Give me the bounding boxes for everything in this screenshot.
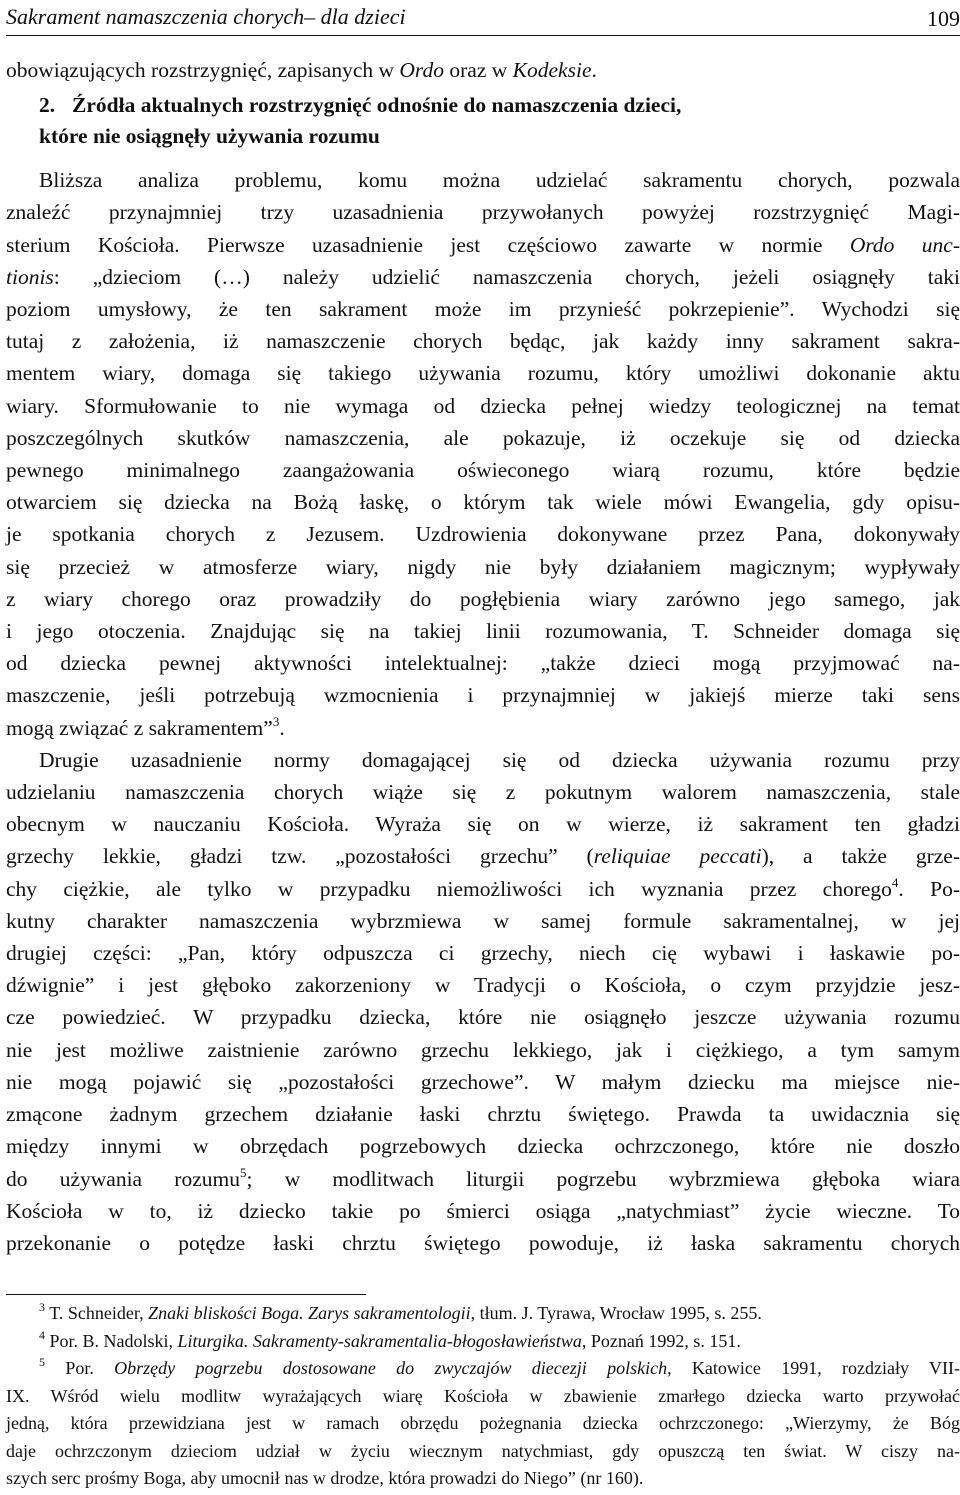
text-span: , Poznań 1992, s. 151. [581, 1330, 741, 1351]
text-line [6, 712, 960, 744]
italic-span: Kodeksie [512, 58, 592, 82]
text-line: przekonanie o potędze łaski chrztu świętego powoduje, iż łaska sakramentu chorych [6, 1230, 960, 1255]
text-line: od dziecka pewnej aktywności intelektualnej: „także dzieci mogą przyjmować na- [6, 651, 960, 676]
section-heading-line-1 [6, 90, 960, 121]
text-span: . [591, 58, 597, 82]
footnote-ref-3[interactable]: 3 [272, 713, 280, 729]
text-line [6, 229, 960, 261]
footnote-number: 5 [39, 1355, 45, 1369]
paragraph-1 [6, 164, 960, 744]
italic-span: tionis [6, 264, 54, 289]
text-line: zmącone żadnym grzechem działanie łaski chrztu świętego. Prawda ta uwidacznia się [6, 1102, 960, 1127]
text-span: Por. [65, 1358, 94, 1378]
footnote-rule [6, 1294, 366, 1295]
text-line [6, 840, 960, 872]
italic-span: Liturgika. Sakramenty-sakramentalia-błogosławieństwa [177, 1330, 582, 1351]
footnote-5-line: IX. Wśród wielu modlitw wyrażających wiarę Kościoła w zbawienie zmarłego dziecka warto przywołać [6, 1385, 960, 1406]
footnote-5-line: szych serc prośmy Boga, aby umocnił nas w drodze, która prowadzi do Niego” (nr 160). [6, 1468, 644, 1488]
text-span: sterium Kościoła. Pierwsze uzasadnienie jest częściowo zawarte w normie [6, 232, 823, 257]
paragraph-intro [6, 54, 960, 86]
text-line: je spotkania chorych z Jezusem. Uzdrowienia dokonywane przez Pana, dokonywały [6, 522, 960, 547]
footnote-ref-5[interactable]: 5 [240, 1164, 247, 1180]
text-span: . [279, 715, 285, 740]
text-line [6, 873, 960, 905]
text-line: udzielaniu namaszczenia chorych wiąże się z pokutnym walorem namaszczenia, stale [6, 780, 960, 805]
text-line: i jego otoczenia. Znajdując się na takiej linii rozumowania, T. Schneider domaga się [6, 619, 960, 644]
text-span: chy ciężkie, ale tylko w przypadku niemożliwości ich wyznania przez chorego [6, 876, 892, 901]
text-line: poziom umysłowy, że ten sakrament może im przynieść pokrzepienie”. Wychodzi się [6, 297, 960, 322]
footnote-ref-4[interactable]: 4 [891, 874, 899, 890]
header-rule [6, 35, 960, 36]
section-heading-line-2: które nie osiągnęły używania rozumu [39, 124, 380, 149]
text-line: drugiej części: „Pan, który odpuszcza ci grzechy, niech cię wybawi i łaskawie po- [6, 941, 960, 966]
text-line [6, 1163, 960, 1195]
running-head [6, 4, 960, 34]
text-line: obecnym w nauczaniu Kościoła. Wyraża się on w wierze, iż sakrament ten gładzi [6, 812, 960, 837]
text-span: do używania rozumu [6, 1166, 240, 1191]
running-head-title: Sakrament namaszczenia chorych– dla dzieci [6, 4, 406, 29]
text-span: obowiązujących rozstrzygnięć, zapisanych w [6, 58, 395, 82]
text-line: Drugie uzasadnienie normy domagającej się od dziecka używania rozumu przy [39, 747, 960, 772]
text-line: cze powiedzieć. W przypadku dziecka, które nie osiągnęło jeszcze używania rozumu [6, 1005, 960, 1030]
text-line: wiary. Sformułowanie to nie wymaga od dziecka pełnej wiedzy teologicznej na temat [6, 393, 960, 418]
text-line [6, 54, 960, 86]
text-span: grzechy lekkie, gładzi tzw. „pozostałości grzechu” ( [6, 844, 594, 869]
text-line: otwarciem się dziecka na Bożą łaskę, o którym tak wiele mówi Ewangelia, gdy opisu- [6, 490, 960, 515]
text-line: tutaj z założenia, iż namaszczenie chorych będąc, jak każdy inny sakrament sakra- [6, 329, 960, 354]
text-line: Bliższa analiza problemu, komu można udzielać sakramentu chorych, pozwala [39, 168, 960, 193]
footnote-5-line: daje ochrzczonym dzieciom udział w życiu wiecznym natychmiast, gdy opuszczą ten świat. W ciszy na- [6, 1440, 960, 1461]
paragraph-2 [6, 744, 960, 1259]
text-line: dźwignie” i jest głęboko zakorzeniony w Tradycji o Kościoła, o czym przyjdzie jesz- [6, 973, 960, 998]
footnote-number: 3 [39, 1300, 45, 1314]
text-span: ; w modlitwach liturgii pogrzebu wybrzmiewa głęboka wiara [246, 1166, 960, 1191]
text-line: się przecież w atmosferze wiary, nigdy nie były działaniem magicznym; wypływały [6, 554, 960, 579]
italic-span: reliquiae peccati [593, 844, 762, 869]
text-span: T. Schneider, [49, 1303, 144, 1323]
text-line: z wiary chorego oraz prowadziły do pogłębienia wiary zarówno jego samego, jak [6, 586, 960, 611]
text-span: ), a także grze- [761, 844, 960, 869]
footnote-3 [6, 1300, 960, 1328]
text-line: poszczególnych skutków namaszczenia, ale pokazuje, iż oczekuje się od dziecka [6, 425, 960, 450]
section-number: 2. [39, 93, 56, 118]
text-line: nie jest możliwe zaistnienie zarówno grzechu lekkiego, jak i ciężkiego, a tym samym [6, 1037, 960, 1062]
text-span: Por. B. Nadolski, [49, 1330, 174, 1351]
text-line: Kościoła w to, iż dziecko takie po śmierci osiąga „natychmiast” życie wieczne. To [6, 1198, 960, 1223]
text-span: mogą związać z sakramentem” [6, 715, 273, 740]
text-line: znaleźć przynajmniej trzy uzasadnienia przywołanych powyżej rozstrzygnięć Magi- [6, 200, 960, 225]
footnote-5-line: jedną, która przewidziana jest w ramach obrzędu pożegnania dziecka ochrzczonego: „Wierzymy, że Bóg [6, 1413, 960, 1433]
text-line [6, 261, 960, 293]
text-line: kutny charakter namaszczenia wybrzmiewa w samej formule sakramentalnej, w jej [6, 908, 960, 933]
text-span: , Katowice 1991, rozdziały VII- [667, 1358, 960, 1378]
italic-span: Ordo [399, 58, 445, 82]
footnote-4 [6, 1328, 960, 1356]
body-text [6, 54, 960, 1259]
text-line: nie mogą pojawić się „pozostałości grzechowe”. W małym dziecku ma miejsce nie- [6, 1069, 960, 1094]
italic-span: Ordo unc- [849, 232, 960, 257]
section-heading [6, 90, 960, 152]
footnote-number: 4 [39, 1327, 45, 1342]
italic-span: Znaki bliskości Boga. Zarys sakramentologii [148, 1303, 471, 1323]
text-line: maszczenie, jeśli potrzebują wzmocnienia i przynajmniej w jakiejś mierze taki sens [6, 683, 960, 708]
text-line: pewnego minimalnego zaangażowania oświeconego wiarą rozumu, które będzie [6, 458, 960, 483]
text-span: oraz w [449, 58, 508, 82]
footnote-5 [6, 1355, 960, 1383]
text-span: . Po- [898, 876, 960, 901]
page-number: 109 [927, 6, 960, 31]
footnotes [6, 1300, 960, 1493]
text-span: : „dzieciom (…) należy udzielić namaszczenia chorych, jeżeli osiągnęły taki [53, 264, 960, 289]
text-line: mentem wiary, domaga się takiego używania rozumu, który umożliwi dokonanie aktu [6, 361, 960, 386]
text-span: , tłum. J. Tyrawa, Wrocław 1995, s. 255. [470, 1303, 762, 1323]
section-title: Źródła aktualnych rozstrzygnięć odnośnie do namaszczenia dzieci, [72, 93, 682, 118]
text-line: między innymi w obrzędach pogrzebowych dziecka ochrzczonego, które nie doszło [6, 1134, 960, 1159]
italic-span: Obrzędy pogrzebu dostosowane do zwyczajów diecezji polskich [114, 1358, 668, 1378]
